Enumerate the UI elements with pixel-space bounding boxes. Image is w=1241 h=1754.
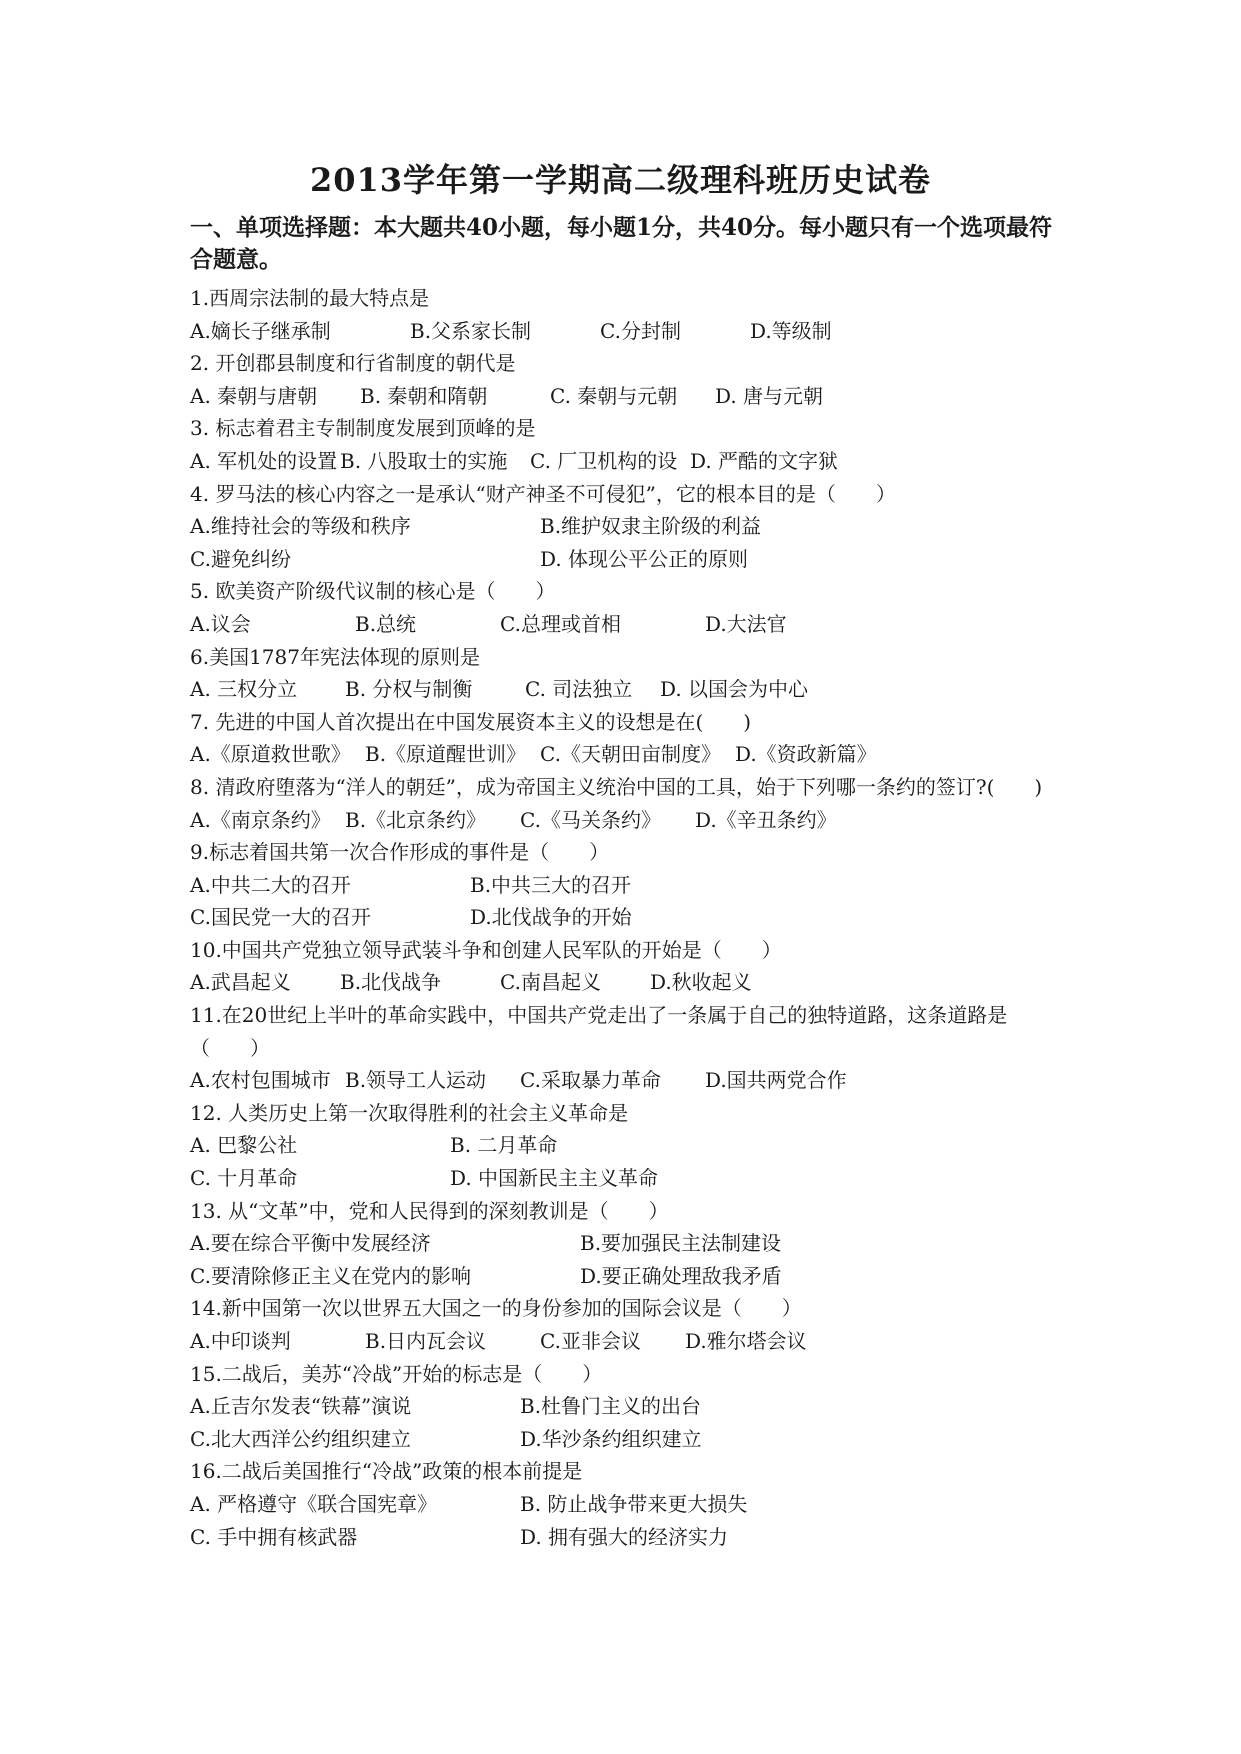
options-row [190, 380, 1070, 413]
options-row [190, 901, 1070, 934]
question-stem: 13. 从“文革”中，党和人民得到的深刻教训是（ ） [190, 1198, 669, 1223]
options-row [190, 804, 1070, 837]
answer-option: B.《北京条约》 [345, 807, 487, 832]
answer-option: A. 巴黎公社 [190, 1133, 298, 1158]
answer-option: D.国共两党合作 [705, 1068, 847, 1093]
question-stem: 14.新中国第一次以世界五大国之一的身份参加的国际会议是（ ） [190, 1296, 802, 1321]
answer-option: C.亚非会议 [540, 1329, 641, 1353]
answer-option: C.避免纠纷 [190, 546, 291, 571]
answer-option: B.总统 [355, 611, 417, 636]
answer-option: D. 严酷的文字狱 [690, 448, 839, 473]
answer-option: D.秋收起义 [650, 970, 752, 995]
answer-option: D. 体现公平公正的原则 [540, 546, 749, 571]
options-row [190, 1521, 1070, 1554]
answer-option: A.维持社会的等级和秩序 [190, 514, 411, 539]
answer-option: A. 军机处的设置 [190, 448, 338, 473]
question-stem: 2. 开创郡县制度和行省制度的朝代是 [190, 351, 516, 376]
answer-option: D.北伐战争的开始 [470, 905, 632, 930]
section-heading: 一、单项选择题：本大题共40小题，每小题1分，共40分。每小题只有一个选项最符合题意。 [190, 214, 1053, 273]
answer-option: B. 八股取士的实施 [340, 448, 508, 473]
answer-option: B. 分权与制衡 [345, 677, 473, 702]
answer-option: B.《原道醒世训》 [365, 742, 527, 767]
answer-option: A.丘吉尔发表“铁幕”演说 [190, 1394, 412, 1419]
answer-option: C.分封制 [600, 318, 681, 343]
question-stem: 11.在20世纪上半叶的革命实践中，中国共产党走出了一条属于自己的独特道路，这条道路是（ ） [190, 1003, 1008, 1060]
options-row [190, 1423, 1070, 1456]
answer-option: D. 唐与元朝 [715, 383, 824, 408]
options-row [190, 673, 1070, 706]
answer-option: A.《原道救世歌》 [190, 742, 351, 767]
options-row [190, 1325, 1070, 1358]
exam-title: 2013学年第一学期高二级理科班历史试卷 [309, 161, 932, 199]
answer-option: A. 严格遵守《联合国宪章》 [190, 1491, 438, 1516]
options-row [190, 1260, 1070, 1293]
answer-option: D.等级制 [750, 318, 832, 343]
answer-option: C. 司法独立 [525, 677, 633, 702]
answer-option: D.大法官 [705, 611, 787, 636]
answer-option: B.维护奴隶主阶级的利益 [540, 514, 762, 539]
question-list [190, 282, 1070, 1553]
answer-option: A. 秦朝与唐朝 [190, 383, 318, 408]
options-row [190, 608, 1070, 641]
question-stem: 6.美国1787年宪法体现的原则是 [190, 644, 480, 669]
answer-option: D. 以国会为中心 [660, 677, 809, 702]
answer-option: B.杜鲁门主义的出台 [520, 1394, 702, 1419]
answer-option: B.领导工人运动 [345, 1068, 487, 1093]
options-row [190, 1488, 1070, 1521]
options-row [190, 1227, 1070, 1260]
question-stem: 9.标志着国共第一次合作形成的事件是（ ） [190, 840, 610, 865]
question-stem: 15.二战后，美苏“冷战”开始的标志是（ ） [190, 1361, 603, 1386]
answer-option: D. 中国新民主主义革命 [450, 1166, 659, 1191]
answer-option: C.《马关条约》 [520, 807, 661, 832]
answer-option: B.日内瓦会议 [365, 1329, 487, 1353]
question-stem: 16.二战后美国推行“冷战”政策的根本前提是 [190, 1459, 583, 1484]
answer-option: A. 三权分立 [190, 677, 298, 702]
question-stem: 10.中国共产党独立领导武装斗争和创建人民军队的开始是（ ） [190, 937, 782, 962]
answer-option: D.要正确处理敌我矛盾 [580, 1263, 782, 1288]
options-row [190, 445, 1070, 478]
answer-option: C.北大西洋公约组织建立 [190, 1426, 411, 1451]
answer-option: A.中印谈判 [190, 1329, 291, 1353]
answer-option: A.农村包围城市 [190, 1068, 331, 1093]
answer-option: D. 拥有强大的经济实力 [520, 1524, 729, 1549]
answer-option: A.《南京条约》 [190, 807, 331, 832]
answer-option: C. 厂卫机构的设 [530, 448, 678, 473]
options-row [190, 1129, 1070, 1162]
answer-option: C.国民党一大的召开 [190, 905, 371, 930]
answer-option: C.南昌起义 [500, 970, 601, 995]
question-stem: 12. 人类历史上第一次取得胜利的社会主义革命是 [190, 1100, 629, 1125]
answer-option: C.要清除修正主义在党内的影响 [190, 1263, 471, 1288]
answer-option: C. 手中拥有核武器 [190, 1524, 358, 1549]
question-stem: 3. 标志着君主专制制度发展到顶峰的是 [190, 416, 536, 441]
options-row [190, 1162, 1070, 1195]
answer-option: D.雅尔塔会议 [685, 1329, 807, 1353]
answer-option: B. 秦朝和隋朝 [360, 383, 488, 408]
answer-option: D.《辛丑条约》 [695, 807, 837, 832]
answer-option: B.要加强民主法制建设 [580, 1231, 782, 1256]
answer-option: C. 秦朝与元朝 [550, 383, 678, 408]
answer-option: A.议会 [190, 611, 251, 636]
answer-option: B. 防止战争带来更大损失 [520, 1491, 748, 1516]
question-stem: 8. 清政府堕落为“洋人的朝廷”，成为帝国主义统治中国的工具，始于下列哪一条约的签订?( ) [190, 774, 1043, 799]
answer-option: C.总理或首相 [500, 611, 621, 636]
question-stem: 7. 先进的中国人首次提出在中国发展资本主义的设想是在( ) [190, 709, 752, 734]
options-row [190, 510, 1070, 543]
options-row [190, 543, 1070, 576]
answer-option: A.要在综合平衡中发展经济 [190, 1231, 431, 1256]
answer-option: B. 二月革命 [450, 1133, 558, 1158]
answer-option: B.父系家长制 [410, 318, 532, 343]
answer-option: B.北伐战争 [340, 970, 442, 995]
answer-option: C.《天朝田亩制度》 [540, 742, 721, 767]
answer-option: C. 十月革命 [190, 1166, 298, 1191]
answer-option: D.华沙条约组织建立 [520, 1426, 702, 1451]
answer-option: C.采取暴力革命 [520, 1068, 661, 1093]
options-row [190, 738, 1070, 771]
question-stem: 1.西周宗法制的最大特点是 [190, 286, 430, 310]
options-row [190, 1390, 1070, 1423]
answer-option: A.中共二大的召开 [190, 872, 351, 897]
answer-option: A.武昌起义 [190, 970, 291, 995]
options-row [190, 315, 1070, 348]
question-stem: 4. 罗马法的核心内容之一是承认“财产神圣不可侵犯”，它的根本目的是（ ） [190, 481, 896, 506]
answer-option: D.《资政新篇》 [735, 742, 877, 767]
options-row [190, 966, 1070, 999]
question-stem: 5. 欧美资产阶级代议制的核心是（ ） [190, 579, 556, 604]
options-row [190, 1064, 1070, 1097]
options-row [190, 869, 1070, 902]
answer-option: A.嫡长子继承制 [190, 318, 331, 343]
answer-option: B.中共三大的召开 [470, 872, 632, 897]
